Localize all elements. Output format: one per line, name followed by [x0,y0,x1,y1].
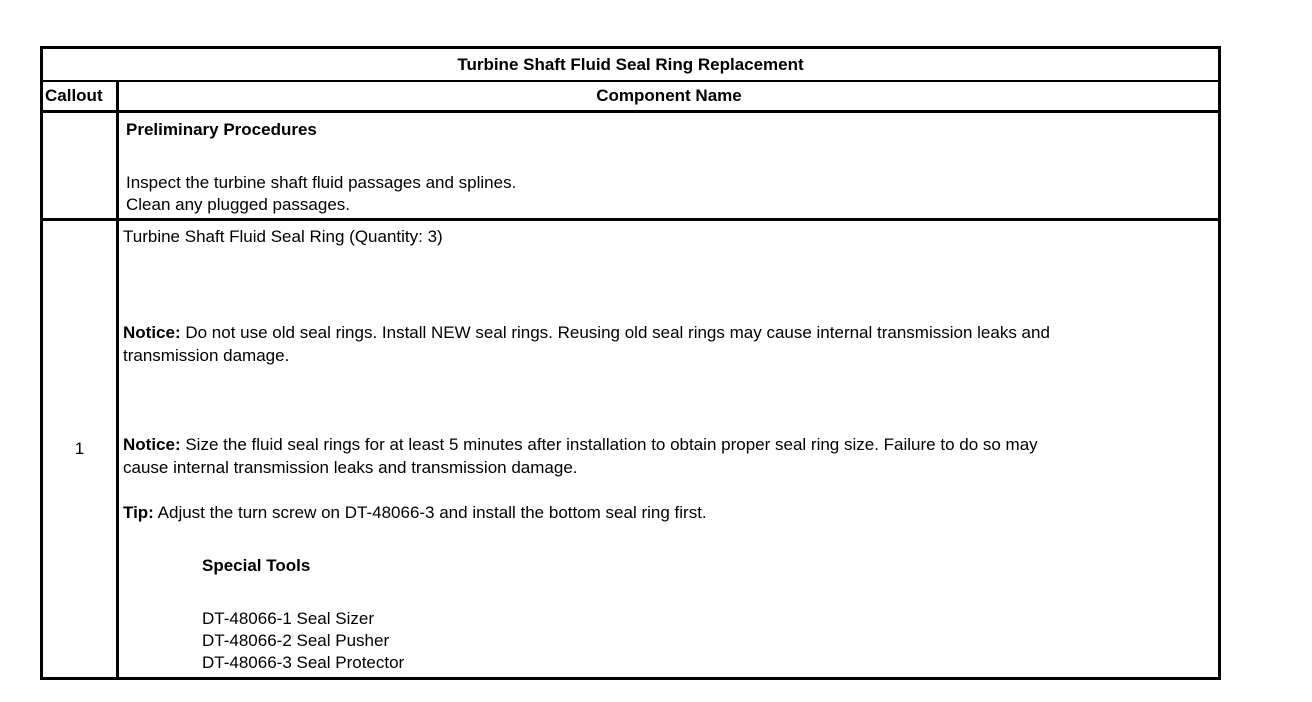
component-name: Turbine Shaft Fluid Seal Ring (Quantity: 3) [123,227,443,246]
table-title-row [43,49,1218,82]
procedure-table [40,46,1221,680]
notice-2-label: Notice: [123,435,181,454]
special-tool-item: DT-48066-3 Seal Protector [202,653,405,672]
notice-1-line-2: transmission damage. [123,346,290,365]
special-tool-item: DT-48066-1 Seal Sizer [202,609,374,628]
tip-text: Adjust the turn screw on DT-48066-3 and install the bottom seal ring first. [153,503,707,522]
preliminary-line-1: Inspect the turbine shaft fluid passages and splines. [126,173,517,192]
special-tools-heading: Special Tools [202,556,311,575]
notice-2-line-2: cause internal transmission leaks and transmission damage. [123,458,578,477]
special-tool-item: DT-48066-2 Seal Pusher [202,631,390,650]
notice-1-line-1 [123,323,1050,343]
notice-2-text: Size the fluid seal rings for at least 5 minutes after installation to obtain proper seal ring size. Failure to do so may [180,435,1038,454]
preliminary-line-2: Clean any plugged passages. [126,195,350,214]
preliminary-heading: Preliminary Procedures [126,120,317,139]
notice-1-text: Do not use old seal rings. Install NEW seal rings. Reusing old seal rings may cause internal transmission leaks and [180,323,1050,342]
component-name-column-header: Component Name [596,86,742,105]
step-row [43,221,1218,677]
notice-1-label: Notice: [123,323,181,342]
callout-column-header: Callout [45,86,103,105]
tip-line [123,503,707,523]
preliminary-procedures-row [43,113,1218,221]
table-title: Turbine Shaft Fluid Seal Ring Replacement [457,55,804,74]
notice-2-line-1 [123,435,1038,455]
table-header-row [43,82,1218,113]
tip-label: Tip: [123,503,154,522]
callout-number: 1 [74,439,85,458]
